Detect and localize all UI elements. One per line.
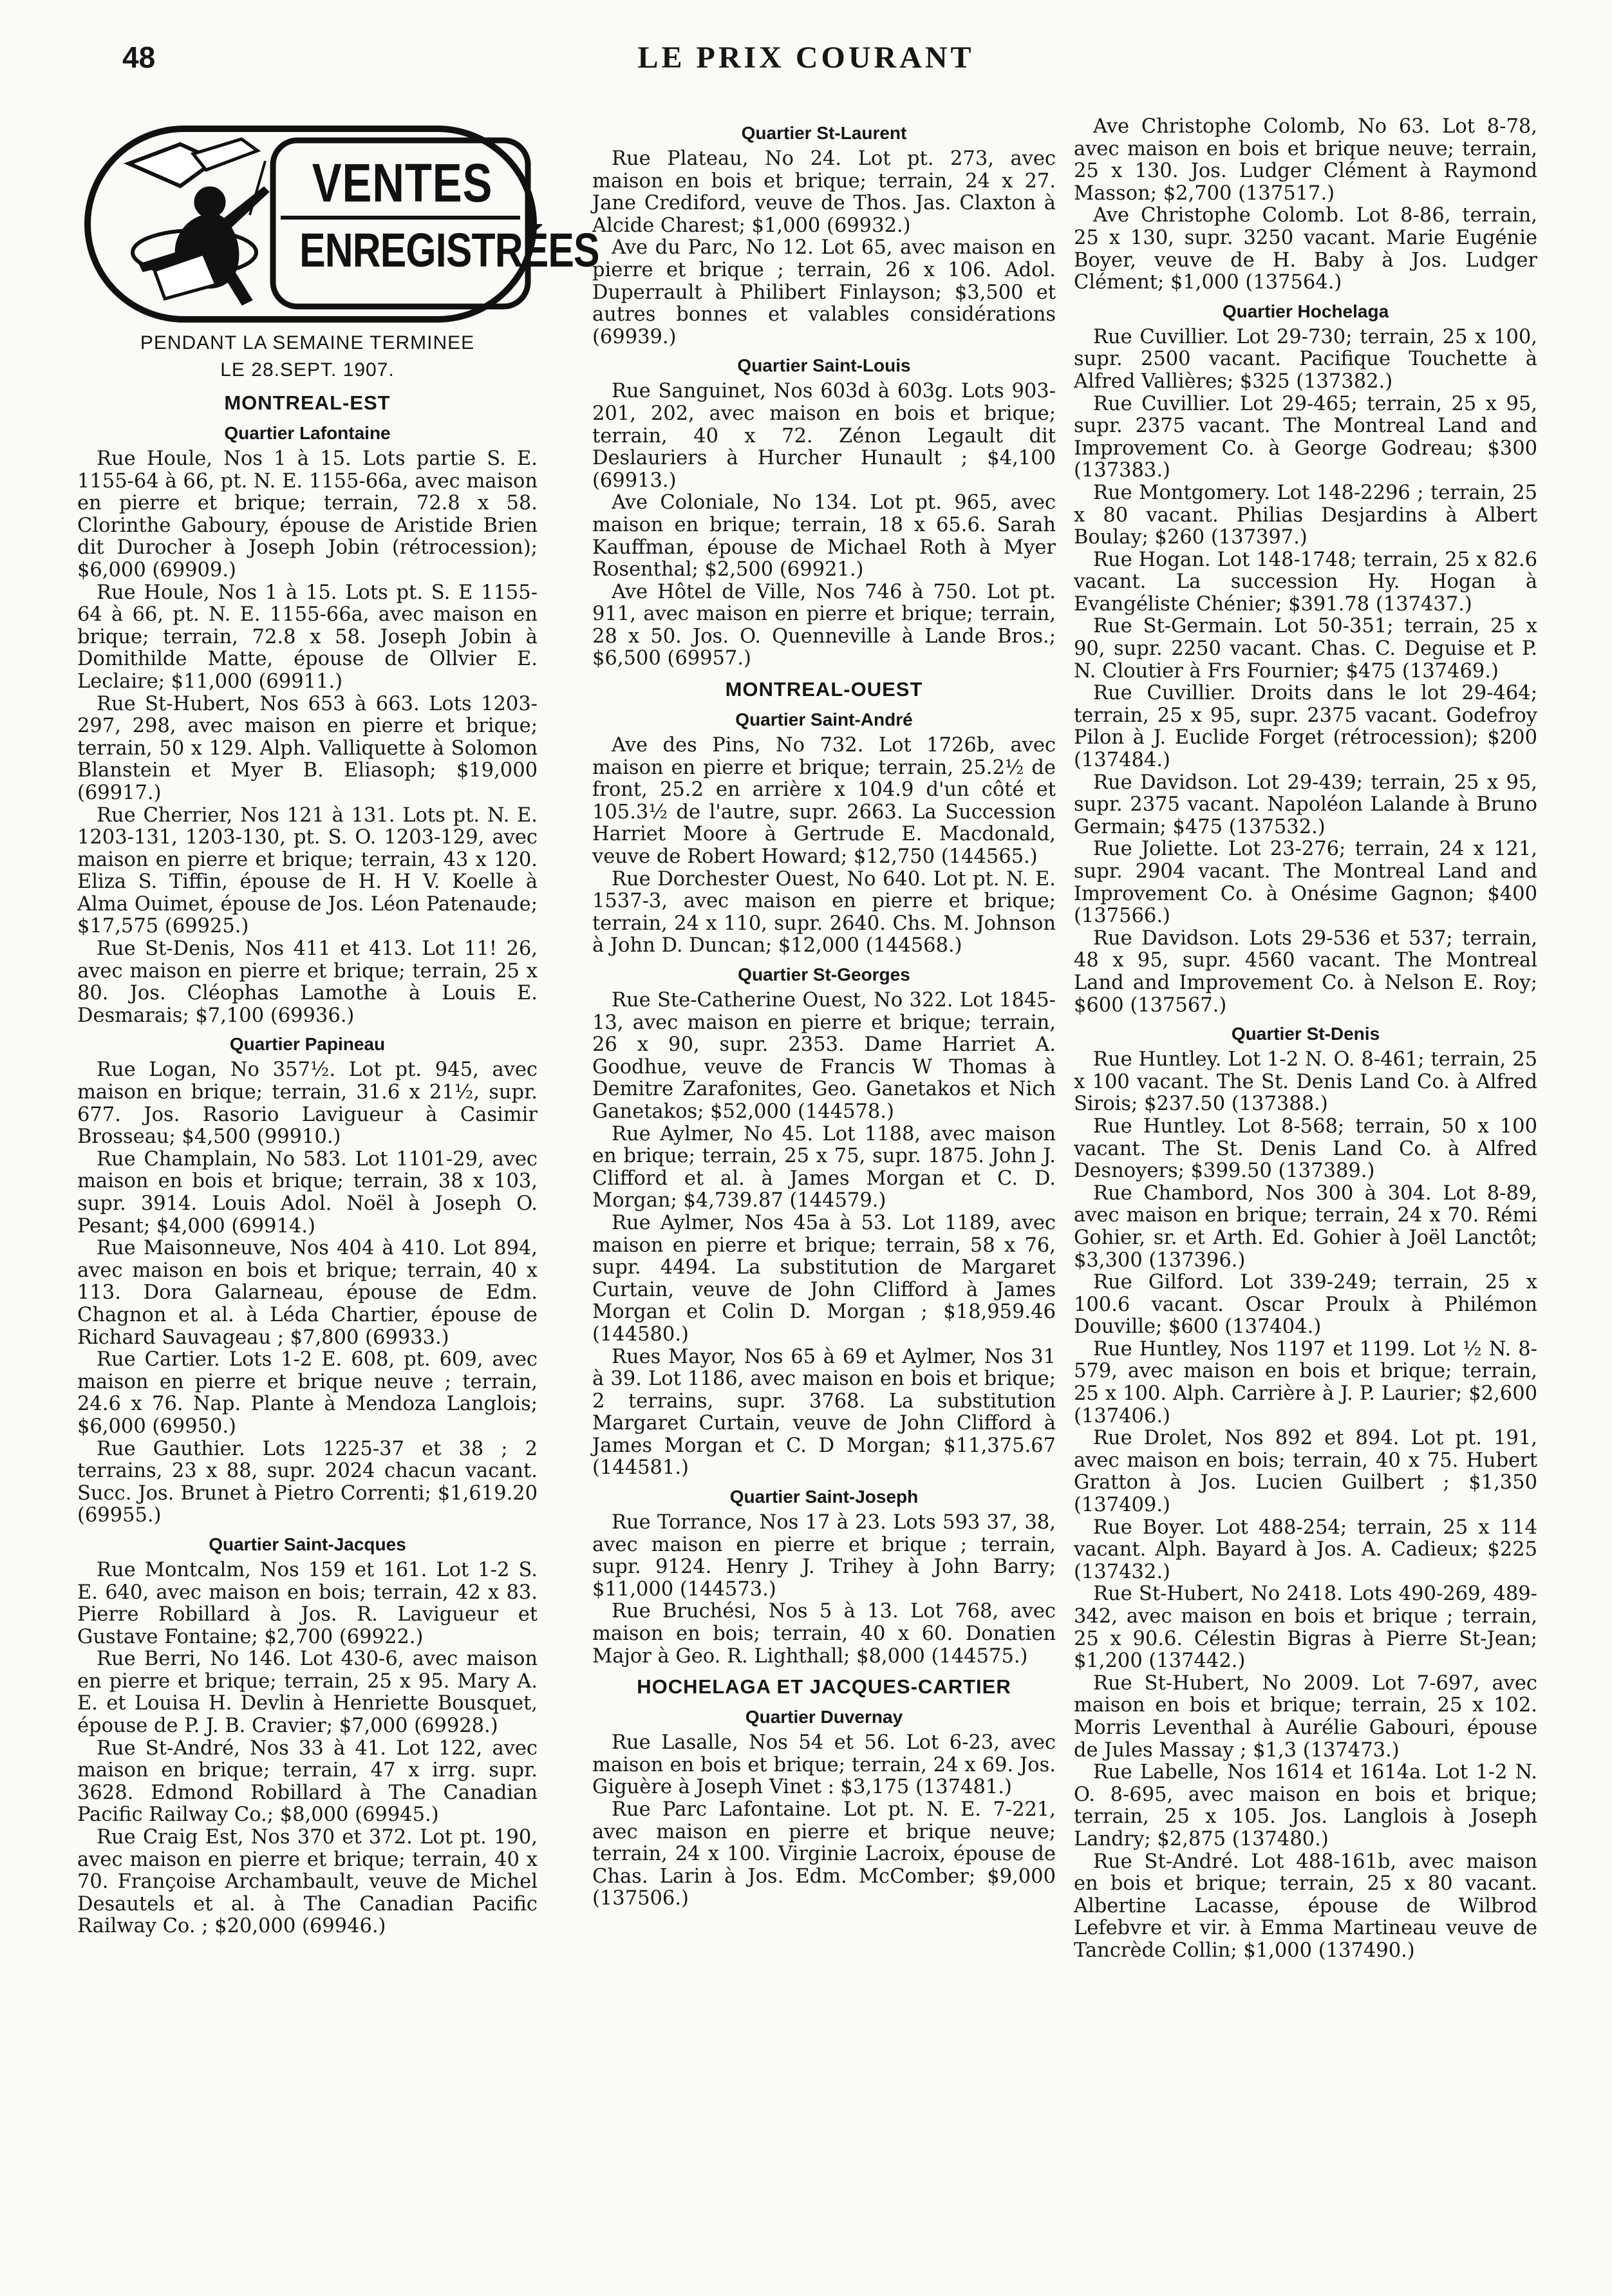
sale-entry: Rue Huntley. Lot 1-2 N. O. 8-461; terrain, 25 x 100 vacant. The St. Denis Land Co. à Alfred Sirois; $237.50 (137388.) — [1074, 1048, 1537, 1116]
sale-entry: Rue Montgomery. Lot 148-2296 ; terrain, 25 x 80 vacant. Philias Desjardins à Albert Boulay; $260 (137397.) — [1074, 481, 1537, 549]
sale-entry: Ave du Parc, No 12. Lot 65, avec maison en pierre et brique ; terrain, 26 x 106. Adol. Duperrault à Philibert Finlayson; $3,500 et autres bonnes et valables considérations (69939.) — [592, 236, 1056, 348]
sale-entry: Ave Hôtel de Ville, Nos 746 à 750. Lot pt. 911, avec maison en pierre et brique; terrain, 28 x 50. Jos. O. Quenneville à Lande Bros.; $6,500 (69957.) — [592, 580, 1056, 670]
sale-entry: Rue Logan, No 357½. Lot pt. 945, avec maison en brique; terrain, 31.6 x 21½, supr. 677. Jos. Rasorio Lavigueur à Casimir Brosseau; $4,500 (99910.) — [77, 1059, 538, 1149]
region-heading: MONTREAL-EST — [224, 391, 391, 414]
text-column-left — [77, 116, 599, 1938]
sale-entry: Rue Gauthier. Lots 1225-37 et 38 ; 2 terrains, 23 x 88, supr. 2024 chacun vacant. Succ. Jos. Brunet à Pietro Correnti; $1,619.20 (69955.) — [77, 1437, 538, 1527]
sale-entry: Rue Cuvillier. Lot 29-730; terrain, 25 x 100, supr. 2500 vacant. Pacifique Touchette à Alfred Vallières; $325 (137382.) — [1074, 325, 1537, 393]
sale-entry: Rue Plateau, No 24. Lot pt. 273, avec maison en bois et brique; terrain, 24 x 27. Jane Crediford, veuve de Thos. Jas. Claxton à Alcide Charest; $1,000 (69932.) — [592, 147, 1056, 237]
sale-entry: Rue Aylmer, No 45. Lot 1188, avec maison en brique; terrain, 25 x 75, supr. 1875. John J. Clifford et al. à James Morgan et C. D. Morgan; $4,739.87 (144579.) — [592, 1122, 1056, 1212]
quartier-heading: Quartier Hochelaga — [1222, 301, 1389, 321]
text-column-middle — [592, 116, 1056, 1910]
period-line-2: LE 28.SEPT. 1907. — [220, 359, 395, 381]
sale-entry: Rue Dorchester Ouest, No 640. Lot pt. N. E. 1537-3, avec maison en pierre et brique; terrain, 24 x 110, supr. 2640. Chs. M. Johnson à John D. Duncan; $12,000 (144568.) — [592, 867, 1056, 957]
sale-entry: Rues Mayor, Nos 65 à 69 et Aylmer, Nos 31 à 39. Lot 1186, avec maison en bois et brique; 2 terrains, supr. 3768. La substitution Margaret Curtain, veuve de John Clifford à James Morgan et C. D Morgan; $11,375.67 (144581.) — [592, 1345, 1056, 1480]
sale-entry: Ave des Pins, No 732. Lot 1726b, avec maison en pierre et brique; terrain, 25.2½ de front, 25.2 en arrière x 104.9 d'un côté et 105.3½ de l'autre, supr. 2663. La Succession Harriet Moore à Gertrude E. Macdonald, veuve de Robert Howard; $12,750 (144565.) — [592, 734, 1056, 869]
sale-entry: Rue Gilford. Lot 339-249; terrain, 25 x 100.6 vacant. Oscar Proulx à Philémon Douville; $600 (137404.) — [1074, 1271, 1537, 1339]
sale-entry: Rue Montcalm, Nos 159 et 161. Lot 1-2 S. E. 640, avec maison en bois; terrain, 42 x 83. Pierre Robillard à Jos. R. Lavigueur et Gustave Fontaine; $2,700 (69922.) — [77, 1558, 538, 1648]
sale-entry: Rue Champlain, No 583. Lot 1101-29, avec maison en bois et brique; terrain, 38 x 103, supr. 3914. Louis Adol. Noël à Joseph O. Pesant; $4,000 (69914.) — [77, 1147, 538, 1237]
sale-entry: Rue Huntley. Lot 8-568; terrain, 50 x 100 vacant. The St. Denis Land Co. à Alfred Desnoyers; $399.50 (137389.) — [1074, 1115, 1537, 1183]
scribe-figure-icon — [129, 139, 269, 305]
quartier-heading: Quartier St-Laurent — [741, 123, 907, 143]
sale-entry: Rue Boyer. Lot 488-254; terrain, 25 x 114 vacant. Alph. Bayard à Jos. A. Cadieux; $225 (137432.) — [1074, 1516, 1537, 1583]
quartier-heading: Quartier Papineau — [229, 1034, 386, 1055]
ventes-enregistrees-logo — [84, 125, 599, 323]
sale-entry: Rue St-André. Lot 488-161b, avec maison en bois et brique; terrain, 25 x 80 vacant. Albertine Lacasse, épouse de Wilbrod Lefebvre et vir. à Emma Martineau veuve de Tancrède Collin; $1,000 (137490.) — [1074, 1850, 1537, 1962]
text-column-right — [1074, 116, 1537, 1962]
sale-entry: Rue Houle, Nos 1 à 15. Lots partie S. E. 1155-64 à 66, pt. N. E. 1155-66a, avec maison en pierre et brique; terrain, 72.8 x 58. Clorinthe Gaboury, épouse de Aristide Brien dit Durocher à Joseph Jobin (rétrocession); $6,000 (69909.) — [77, 447, 538, 581]
sale-entry: Rue St-Germain. Lot 50-351; terrain, 25 x 90, supr. 2250 vacant. Chas. C. Deguise et P. N. Cloutier à Frs Fournier; $475 (137469.) — [1074, 615, 1537, 682]
sale-entry: Rue Huntley, Nos 1197 et 1199. Lot ½ N. 8-579, avec maison en bois et brique; terrain, 25 x 100. Alph. Carrière à J. P. Laurier; $2,600 (137406.) — [1074, 1337, 1537, 1427]
sale-entry: Ave Coloniale, No 134. Lot pt. 965, avec maison en brique; terrain, 18 x 65.6. Sarah Kauffman, épouse de Michael Roth à Myer Rosenthal; $2,500 (69921.) — [592, 491, 1056, 581]
sale-entry: Rue St-André, Nos 33 à 41. Lot 122, avec maison en brique; terrain, 47 x irrg. supr. 3628. Edmond Robillard à The Canadian Pacific Railway Co.; $8,000 (69945.) — [77, 1736, 538, 1827]
region-heading: HOCHELAGA ET JACQUES-CARTIER — [637, 1675, 1011, 1698]
sale-entry: Rue Craig Est, Nos 370 et 372. Lot pt. 190, avec maison en pierre et brique; terrain, 40 x 70. Françoise Archambault, veuve de Michel Desautels et al. à The Canadian Pacific Railway Co. ; $20,000 (69946.) — [77, 1826, 538, 1938]
sale-entry: Rue Torrance, Nos 17 à 23. Lots 593 37, 38, avec maison en pierre et brique ; terrain, supr. 9124. Henry J. Trihey à John Barry; $11,000 (144573.) — [592, 1511, 1056, 1601]
quartier-heading: Quartier St-Denis — [1231, 1024, 1380, 1044]
region-heading: MONTREAL-OUEST — [725, 678, 923, 701]
sale-entry: Rue Davidson. Lots 29-536 et 537; terrain, 48 x 95, supr. 4560 vacant. The Montreal Land and Improvement Co. à Nelson E. Roy; $600 (137567.) — [1074, 927, 1537, 1017]
sale-entry: Rue Maisonneuve, Nos 404 à 410. Lot 894, avec maison en bois et brique; terrain, 40 x 113. Dora Galarneau, épouse de Edm. Chagnon et al. à Léda Chartier, épouse de Richard Sauvageau ; $7,800 (69933.) — [77, 1237, 538, 1349]
quartier-heading: Quartier Saint-Jacques — [209, 1534, 406, 1554]
sale-entry: Rue St-Denis, Nos 411 et 413. Lot 11! 26, avec maison en pierre et brique; terrain, 25 x 80. Jos. Cléophas Lamothe à Louis E. Desmarais; $7,100 (69936.) — [77, 937, 538, 1027]
sale-entry: Rue Cherrier, Nos 121 à 131. Lots pt. N. E. 1203-131, 1203-130, pt. S. O. 1203-129, avec maison en pierre et brique; terrain, 43 x 120. Eliza S. Tiffin, épouse de H. H V. Koelle à Alma Ouimet, épouse de Jos. Léon Patenaude; $17,575 (69925.) — [77, 804, 538, 938]
quartier-heading: Quartier Saint-Joseph — [729, 1487, 919, 1507]
sale-entry: Rue Ste-Catherine Ouest, No 322. Lot 1845-13, avec maison en pierre et brique; terrain, 26 x 90, supr. 2353. Dame Harriet A. Goodhue, veuve de Francis W Thomas à Demitre Zarafonites, Geo. Ganetakos et Nich Ganetakos; $52,000 (144578.) — [592, 989, 1056, 1123]
journal-title: LE PRIX COURANT — [637, 41, 975, 75]
sale-entry: Rue Bruchési, Nos 5 à 13. Lot 768, avec maison en bois; terrain, 40 x 60. Donatien Major à Geo. R. Lighthall; $8,000 (144575.) — [592, 1600, 1056, 1668]
sale-entry: Rue Drolet, Nos 892 et 894. Lot pt. 191, avec maison en bois; terrain, 40 x 75. Hubert Gratton à Jos. Lucien Guilbert ; $1,350 (137409.) — [1074, 1427, 1537, 1517]
period-line-1: PENDANT LA SEMAINE TERMINEE — [140, 332, 475, 353]
sale-entry: Rue Joliette. Lot 23-276; terrain, 24 x 121, supr. 2904 vacant. The Montreal Land and Improvement Co. à Onésime Gagnon; $400 (137566.) — [1074, 838, 1537, 928]
sale-entry: Rue Sanguinet, Nos 603d à 603g. Lots 903-201, 202, avec maison en bois et brique; terrain, 40 x 72. Zénon Legault dit Deslauriers à Hurcher Hunault ; $4,100 (69913.) — [592, 380, 1056, 492]
sale-entry: Rue Lasalle, Nos 54 et 56. Lot 6-23, avec maison en bois et brique; terrain, 24 x 69. Jos. Giguère à Joseph Vinet : $3,175 (137481.) — [592, 1731, 1056, 1799]
quartier-heading: Quartier St-Georges — [738, 965, 910, 984]
sale-entry: Rue St-Hubert, No 2418. Lots 490-269, 489-342, avec maison en bois et brique ; terrain, 25 x 90.6. Célestin Bigras à Pierre St-Jean; $1,200 (137442.) — [1074, 1583, 1537, 1673]
sale-entry: Rue Labelle, Nos 1614 et 1614a. Lot 1-2 N. O. 8-695, avec maison en bois et brique; terrain, 25 x 105. Jos. Langlois à Joseph Landry; $2,875 (137480.) — [1074, 1761, 1537, 1850]
sale-entry: Rue Parc Lafontaine. Lot pt. N. E. 7-221, avec maison en pierre et brique neuve; terrain, 24 x 100. Virginie Lacroix, épouse de Chas. Larin à Jos. Edm. McComber; $9,000 (137506.) — [592, 1798, 1056, 1910]
sale-entry: Ave Christophe Colomb. Lot 8-86, terrain, 25 x 130, supr. 3250 vacant. Marie Eugénie Boyer, veuve de H. Baby à Jos. Ludger Clément; $1,000 (137564.) — [1074, 204, 1537, 294]
page-header — [0, 40, 1612, 79]
sale-entry: Rue Houle, Nos 1 à 15. Lots pt. S. E 1155-64 à 66, pt. N. E. 1155-66a, avec maison en brique; terrain, 72.8 x 58. Joseph Jobin à Domithilde Matte, épouse de Ollvier E. Leclaire; $11,000 (69911.) — [77, 581, 538, 693]
logo-title-line1: VENTES — [312, 153, 493, 213]
sale-entry: Ave Christophe Colomb, No 63. Lot 8-78, avec maison en bois et brique neuve; terrain, 25 x 130. Jos. Ludger Clément à Raymond Masson; $2,700 (137517.) — [1074, 115, 1537, 205]
sale-entry: Rue Hogan. Lot 148-1748; terrain, 25 x 82.6 vacant. La succession Hy. Hogan à Evangéliste Chénier; $391.78 (137437.) — [1074, 548, 1537, 616]
sale-entry: Rue Aylmer, Nos 45a à 53. Lot 1189, avec maison en pierre et brique; terrain, 58 x 76, supr. 4494. La substitution de Margaret Curtain, veuve de John Clifford à James Morgan et Colin D. Morgan ; $18,959.46 (144580.) — [592, 1211, 1056, 1346]
sale-entry: Rue Cuvillier. Droits dans le lot 29-464; terrain, 25 x 95, supr. 2375 vacant. Godefroy Pilon à J. Euclide Forget (rétrocession); $200 (137484.) — [1074, 682, 1537, 772]
quartier-heading: Quartier Lafontaine — [224, 423, 391, 443]
quartier-heading: Quartier Saint-André — [735, 710, 913, 730]
sale-entry: Rue Berri, No 146. Lot 430-6, avec maison en pierre et brique; terrain, 25 x 95. Mary A. E. et Louisa H. Devlin à Henriette Bousquet, épouse de P. J. B. Cravier; $7,000 (69928.) — [77, 1648, 538, 1738]
page-number: 48 — [122, 41, 156, 74]
quartier-heading: Quartier Saint-Louis — [737, 355, 911, 376]
sale-entry: Rue Cuvillier. Lot 29-465; terrain, 25 x 95, supr. 2375 vacant. The Montreal Land and Improvement Co. à George Godreau; $300 (137383.) — [1074, 392, 1537, 482]
sale-entry: Rue St-Hubert, Nos 653 à 663. Lots 1203-297, 298, avec maison en pierre et brique; terrain, 50 x 129. Alph. Valliquette à Solomon Blanstein et Myer B. Eliasoph; $19,000 (69917.) — [77, 692, 538, 804]
logo-title-line2: ENREGISTRÉES — [299, 223, 599, 277]
sale-entry: Rue Cartier. Lots 1-2 E. 608, pt. 609, avec maison en pierre et brique neuve ; terrain, 24.6 x 76. Nap. Plante à Mendoza Langlois; $6,000 (69950.) — [77, 1348, 538, 1438]
sale-entry: Rue Chambord, Nos 300 à 304. Lot 8-89, avec maison en brique; terrain, 24 x 70. Rémi Gohier, sr. et Arth. Ed. Gohier à Joël Lanctôt; $3,300 (137396.) — [1074, 1181, 1537, 1272]
sale-entry: Rue St-Hubert, No 2009. Lot 7-697, avec maison en bois et brique; terrain, 25 x 102. Morris Leventhal à Aurélie Gabouri, épouse de Jules Massay ; $1,3 (137473.) — [1074, 1671, 1537, 1762]
quartier-heading: Quartier Duvernay — [745, 1707, 903, 1727]
sale-entry: Rue Davidson. Lot 29-439; terrain, 25 x 95, supr. 2375 vacant. Napoléon Lalande à Bruno Germain; $475 (137532.) — [1074, 771, 1537, 838]
